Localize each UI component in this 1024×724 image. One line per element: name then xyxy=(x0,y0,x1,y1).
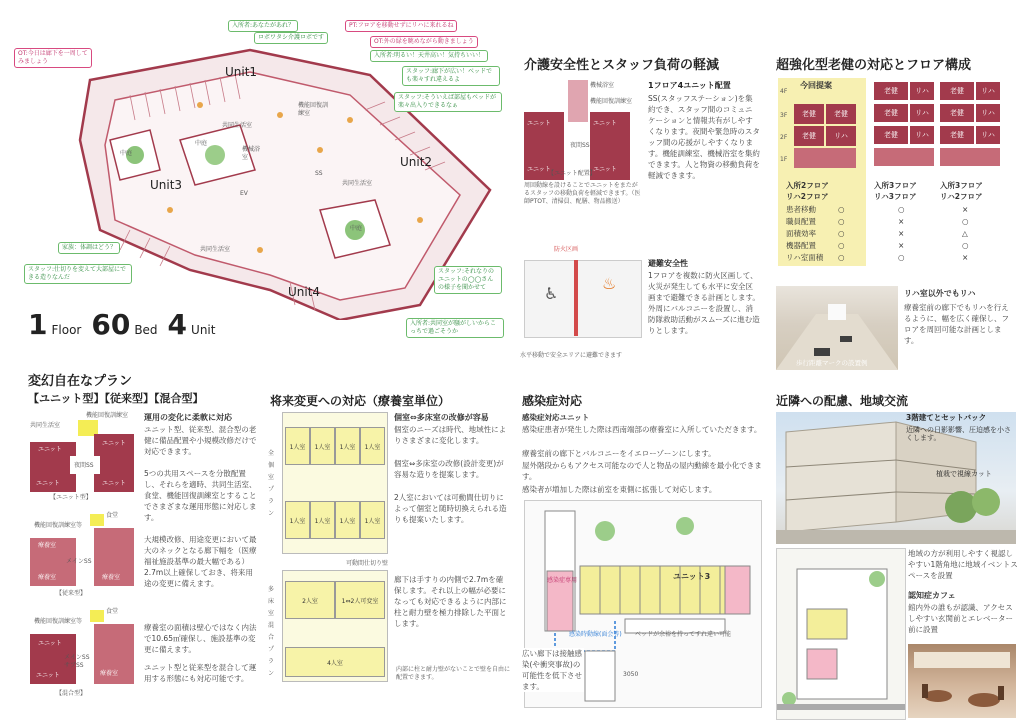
col1-head1: 入所2フロア xyxy=(786,181,829,190)
safety-plan-label-4: 夜間SS xyxy=(570,142,590,149)
d2-label-2: 療養室 xyxy=(38,542,57,549)
flex-p3: 大規模改修、用途変更において最大のネックとなる廊下幅を（医療福祉施設基準の最大幅である）2.7m以上確保しておき、将来用途の変更に備えます。 xyxy=(144,535,257,588)
col2-head xyxy=(874,180,917,202)
safety-plan-label-2: 機能回復訓練室 xyxy=(590,98,633,105)
marks-col3 xyxy=(962,204,969,264)
criteria-2: 面積効率 xyxy=(786,229,816,238)
flex-title: 変幻自在なプラン xyxy=(28,374,133,389)
fire-icon: ♨ xyxy=(602,274,617,293)
mark-1-1: × xyxy=(898,217,905,226)
neighbor-title: 近隣への配慮、地域交流 xyxy=(776,394,909,408)
d3-label-1: 食堂 xyxy=(106,608,119,615)
pr-room-7: 1人室 xyxy=(335,501,360,539)
safety-plan-caption: 【ユニット配置】 xyxy=(548,170,596,177)
corridor-photo xyxy=(776,286,898,370)
mark-3-1: × xyxy=(898,241,905,250)
wheelchair-icon: ♿ xyxy=(544,284,559,303)
floor-label-4f: 4F xyxy=(780,88,788,95)
callout-12: 入所者:共同室が騒がしいからこっちで過ごそうか xyxy=(406,318,504,338)
safety-title: 介護安全性とスタッフ負荷の軽減 xyxy=(524,58,720,73)
d1-caption: 【ユニット型】 xyxy=(50,494,92,501)
mark-0-1: ○ xyxy=(898,205,905,214)
col3-head xyxy=(940,180,983,202)
d2-label-3: メインSS xyxy=(66,558,92,565)
col2-head2: リハ3フロア xyxy=(874,192,917,201)
flex-p5: ユニット型と従来型を混合して運用する形態にも対応可能です。 xyxy=(144,663,257,683)
flex-p4: 療養室の面積は壁心ではなく内法で10.65㎡確保し、施設基準の変更に備えます。 xyxy=(144,623,257,654)
safety-plan-note: 周回動線を設けることでユニットをまたがるスタッフの移動負荷を軽減できます。（医師PTOT、清掃員、配膳、物品搬送） xyxy=(524,182,641,205)
building-render xyxy=(776,412,1016,544)
fire-partition xyxy=(574,260,578,336)
future-h1: 個室⇔多床室の改修が容易 xyxy=(394,413,489,422)
callout-4: PT:フロアを移動せずにリハに来れるね xyxy=(345,20,457,32)
fire-caption: 水平移動で安全エリアに避難できます xyxy=(520,352,623,359)
d3-label-0: 機能回復訓練室等 xyxy=(34,618,83,625)
criteria-4: リハ室面積 xyxy=(786,253,824,262)
c3-3f-riha: リハ xyxy=(976,104,1000,122)
fire-label: 防火区画 xyxy=(554,246,579,253)
future-side2: 多床室混合プラン xyxy=(268,586,275,677)
neighbor-h1: 3階建てとセットバック xyxy=(906,413,987,422)
mark-1-2: ○ xyxy=(962,217,969,226)
flex-p2: 5つの共用スペースを分散配置し、それらを適時、共同生活室、食堂、機能回復訓練室とすることでさまざまな運用形態に対応します。 xyxy=(144,469,257,522)
safety-plan-label-1: 機械浴室 xyxy=(590,82,615,89)
col1-head2: リハ2フロア xyxy=(786,192,829,201)
mark-2-0: ○ xyxy=(838,229,845,238)
c2-2f-riha: リハ xyxy=(910,126,934,144)
c2-3f-rouken: 老健 xyxy=(874,104,908,122)
floor-label-1f: 1F xyxy=(780,156,788,163)
c1-3f-rouken2: 老健 xyxy=(826,104,856,124)
room-label-shared3: 共同生活室 xyxy=(200,246,231,253)
d3-caption: 【混合型】 xyxy=(56,690,87,697)
mark-4-0: ○ xyxy=(838,253,845,262)
neighbor-p1: 近隣への日影影響、圧迫感を小さくします。 xyxy=(906,426,1011,442)
infection-h1: 感染症対応ユニット xyxy=(522,413,590,422)
mr-room-2: 2人室 xyxy=(285,581,335,619)
infection-plan-label3: ベッドが余裕を持ってすれ違い可能 xyxy=(635,631,732,638)
criteria-3: 機器配置 xyxy=(786,241,816,250)
c2-3f-riha: リハ xyxy=(910,104,934,122)
d1-label-0: 機能回復訓練室 xyxy=(86,412,129,419)
col3-head2: リハ2フロア xyxy=(940,192,983,201)
c3-4f-rouken: 老健 xyxy=(940,82,974,100)
marks-col1 xyxy=(838,204,845,264)
riha-title: リハ室以外でもリハ xyxy=(904,289,976,298)
floor-label-2f: 2F xyxy=(780,134,788,141)
infection-p3: 屋外階段からもアクセス可能なので人と物品の屋内動線を最小化できます。 xyxy=(522,461,762,481)
infection-bottom: 広い廊下は接触感染(や衝突事故)の可能性を低下させます。 xyxy=(522,649,582,691)
d2-label-5: 療養室 xyxy=(102,574,121,581)
safety-unit-plan xyxy=(524,80,634,180)
pr-room-2: 1人室 xyxy=(310,427,335,465)
c3-2f-riha: リハ xyxy=(976,126,1000,144)
unit2-label: Unit2 xyxy=(400,155,433,169)
c3-4f-riha: リハ xyxy=(976,82,1000,100)
pr-room-3: 1人室 xyxy=(335,427,360,465)
neighbor-photo-caption: 植栽で視線カット xyxy=(936,470,992,478)
callout-1: 入所者:あなたがあれ？ xyxy=(228,20,298,32)
d2-label-1: 食堂 xyxy=(106,512,119,519)
d2-yellow xyxy=(90,514,104,526)
safety-h2: 避難安全性 xyxy=(648,259,688,268)
col1-head xyxy=(786,180,829,202)
neighbor-p2: 地域の方が利用しやすく視認しやすい1階角地に地域イベントスペースを設置 xyxy=(908,549,1018,580)
infection-p4: 感染者が増加した際は前室を東側に拡張して対応します。 xyxy=(522,485,717,494)
floors-title: 超強化型老健の対応とフロア構成 xyxy=(776,58,972,73)
d2-label-0: 機能回復訓練室等 xyxy=(34,522,83,529)
mark-2-2: △ xyxy=(962,229,968,238)
site-plan xyxy=(776,548,906,720)
d3-label-5: ユニット xyxy=(36,672,60,679)
cafe-drawing xyxy=(908,644,1016,718)
mr-room-4: 4人室 xyxy=(285,647,385,677)
cafe-photo xyxy=(908,644,1016,718)
infection-title: 感染症対応 xyxy=(522,394,583,408)
mark-2-1: × xyxy=(898,229,905,238)
future-title: 将来変更への対応（療養室単位） xyxy=(270,394,451,408)
pr-room-8: 1人室 xyxy=(360,501,385,539)
criteria-list xyxy=(786,204,823,264)
pr-room-6: 1人室 xyxy=(310,501,335,539)
d3-label-3: メインSSサブSS xyxy=(64,654,90,669)
d1-label-3: ユニット xyxy=(102,440,126,447)
mark-0-0: ○ xyxy=(838,205,845,214)
unit1-label: Unit1 xyxy=(225,65,258,79)
future-p3: 2人室においては可動間仕切りによって個室と随時切換えられる造りも提案いたします。 xyxy=(394,493,507,524)
headline-w1: Floor xyxy=(51,323,82,337)
d1-label-6: ユニット xyxy=(102,480,126,487)
corridor-photo-caption: 歩行距離マークの設置例 xyxy=(796,359,868,367)
room-label-kinou: 機能回復訓練室 xyxy=(298,102,329,117)
d3-label-2: ユニット xyxy=(38,640,62,647)
c1-3f-rouken: 老健 xyxy=(794,104,824,124)
callout-6: 入所者:明るい！天井高い！気持ちいい！ xyxy=(370,50,488,62)
floors-current-label: 今回提案 xyxy=(800,81,832,90)
infection-p2: 療養室前の廊下とバルコニーをイエローゾーンにします。 xyxy=(522,449,716,458)
room-label-shared1: 共同生活室 xyxy=(222,122,253,129)
future-note1: 可動間仕切り壁 xyxy=(346,560,389,567)
c3-1f-box xyxy=(940,148,1000,166)
c1-2f-rouken: 老健 xyxy=(794,126,824,146)
callout-2: ロボワタシ介護ロボです xyxy=(254,32,328,44)
pr-room-4: 1人室 xyxy=(360,427,385,465)
mark-4-2: × xyxy=(962,253,969,262)
safety-h1: 1フロア4ユニット配置 xyxy=(648,81,731,90)
floor-label-3f: 3F xyxy=(780,112,788,119)
unit3-label: Unit3 xyxy=(150,178,183,192)
infection-p1: 感染症患者が発生した際は西南端部の療養室に入所していただきます。 xyxy=(522,425,762,434)
safety-plan-label-7: ユニット xyxy=(593,166,617,173)
c2-4f-riha: リハ xyxy=(910,82,934,100)
pr-room-1: 1人室 xyxy=(285,427,310,465)
callout-8: スタッフ:そういえば部屋もベッドが楽々出入りできるなぁ xyxy=(394,92,502,112)
mark-4-1: ○ xyxy=(898,253,905,262)
c2-1f-box xyxy=(874,148,934,166)
callout-3: OT:今日は廊下を一周してみましょう xyxy=(14,48,92,68)
marks-col2 xyxy=(898,204,905,264)
flex-diagram-mixed xyxy=(30,606,134,684)
mark-0-2: × xyxy=(962,205,969,214)
headline-w2: Bed xyxy=(134,323,158,337)
neighbor-h2: 認知症カフェ xyxy=(908,591,956,600)
c2-2f-rouken: 老健 xyxy=(874,126,908,144)
d3-label-4: 療養室 xyxy=(100,670,119,677)
headline-n2: 60 xyxy=(91,308,131,341)
d1-label-1: 共同生活室 xyxy=(30,422,61,429)
room-label-ev: EV xyxy=(240,190,248,197)
riha-text: 療養室前の廊下でもリハを行えるように、幅を広く確保し、フロアを周回可能な計画とします。 xyxy=(904,303,1009,345)
callout-11: スタッフ:それなりのユニットの◯◯さんの様子を聞かせて xyxy=(434,266,502,294)
c3-2f-rouken: 老健 xyxy=(940,126,974,144)
room-label-chuutei1: 中庭 xyxy=(195,140,208,147)
callout-5: OT:外の緑を眺めながら動きましょう xyxy=(370,36,478,48)
safety-plan-label-5: ユニット xyxy=(593,120,617,127)
infection-plan-label1: 感染症専用 xyxy=(547,577,578,584)
future-p2: 個室⇔多床室の改修(設計変更)が容易な造りを提案します。 xyxy=(394,459,504,479)
d1-label-4: 夜間SS xyxy=(74,462,94,469)
flex-diagram-unit xyxy=(30,412,134,492)
future-side1: 全個室プラン xyxy=(268,450,275,517)
callout-10: スタッフ:仕切りを変えて大部屋にできる造りなんだ xyxy=(24,264,132,284)
safety-plan-label-6: ユニット xyxy=(527,166,551,173)
d1-label-2: ユニット xyxy=(38,446,62,453)
col2-head1: 入所3フロア xyxy=(874,181,917,190)
callout-9: 家族：体調はどう？ xyxy=(58,242,120,254)
safety-p2: 1フロアを複数に防火区画して、火災が発生しても水平に安全区画まで避難できる計画とします。外周にバルコニーを設置し、消防隊救助活動がスムーズに進む造りとします。 xyxy=(648,271,760,335)
infection-plan-label2: 感染時動線(面会等) xyxy=(569,631,622,638)
d2-caption: 【従来型】 xyxy=(56,590,87,597)
room-label-chuutei3: 中庭 xyxy=(120,150,133,157)
d2-label-4: 療養室 xyxy=(38,574,57,581)
flex-h1: 運用の変化に柔軟に対応 xyxy=(144,413,232,422)
room-label-chuutei2: 中庭 xyxy=(350,225,363,232)
flex-subtitle: 【ユニット型】【従来型】【混合型】 xyxy=(28,392,204,405)
room-label-yoku: 機械浴室 xyxy=(242,146,261,161)
flex-p1: ユニット型、従来型、混合型の老健に備品配置や小規模改修だけで対応できます。 xyxy=(144,425,257,456)
d1-label-5: ユニット xyxy=(36,480,60,487)
mr-room-var: 1⇔2人可変室 xyxy=(335,581,385,619)
c2-4f-rouken: 老健 xyxy=(874,82,908,100)
multi-plan xyxy=(282,570,388,682)
criteria-0: 患者移動 xyxy=(786,205,816,214)
callout-7: スタッフ:廊下が広い！ベッドでも楽々すれ違えるよ xyxy=(402,66,500,86)
future-note2: 内部に柱と耐力壁がないことで壁を自由に配置できます。 xyxy=(396,666,511,681)
col3-head1: 入所3フロア xyxy=(940,181,983,190)
room-label-ss: SS xyxy=(315,170,323,177)
mark-3-0: ○ xyxy=(838,241,845,250)
future-p4: 廊下は手すりの内側で2.7mを確保します。それ以上の幅が必要になっても対応できるように内部に柱と耐力壁を極力排除した平面とします。 xyxy=(394,575,507,628)
fire-floor xyxy=(524,260,642,338)
headline-n3: 4 xyxy=(167,308,188,341)
infection-plan-unit: ユニット3 xyxy=(673,572,711,581)
mark-3-2: ○ xyxy=(962,241,969,250)
future-p1: 個室のニーズは時代、地域性によりさまざまに変化します。 xyxy=(394,425,507,445)
private-plan xyxy=(282,412,388,554)
site-plan-drawing xyxy=(777,549,905,719)
c3-3f-rouken: 老健 xyxy=(940,104,974,122)
fire-diagram xyxy=(524,244,640,348)
unit4-label: Unit4 xyxy=(288,285,321,299)
d3-yellow xyxy=(90,610,104,622)
c1-2f-riha: リハ xyxy=(826,126,856,146)
flex-diagram-conventional xyxy=(30,510,134,586)
safety-p1: SS(スタッフステーション)を集約でき、スタッフ間のコミュニケーションと情報共有がしやすくなります。夜間や緊急時のスタッフ間の応援がしやすくなります。機能訓練室、機械浴室を集約できます。人と物資の移動負荷を軽減できます。 xyxy=(648,94,760,180)
pr-room-5: 1人室 xyxy=(285,501,310,539)
infection-plan-dim: 3050 xyxy=(623,671,639,678)
neighbor-p3: 館内外の誰もが認識、アクセスしやすい玄関前とエレベーター前に設置 xyxy=(908,603,1013,634)
safety-plan-label-3: ユニット xyxy=(527,120,551,127)
headline xyxy=(28,308,215,344)
criteria-1: 職員配置 xyxy=(786,217,816,226)
mark-1-0: ○ xyxy=(838,217,845,226)
room-label-shared2: 共同生活室 xyxy=(342,180,373,187)
c1-1f-box xyxy=(794,148,856,168)
headline-w3: Unit xyxy=(191,323,216,337)
headline-n1: 1 xyxy=(28,308,48,341)
safety-plan-rooms xyxy=(568,80,588,122)
